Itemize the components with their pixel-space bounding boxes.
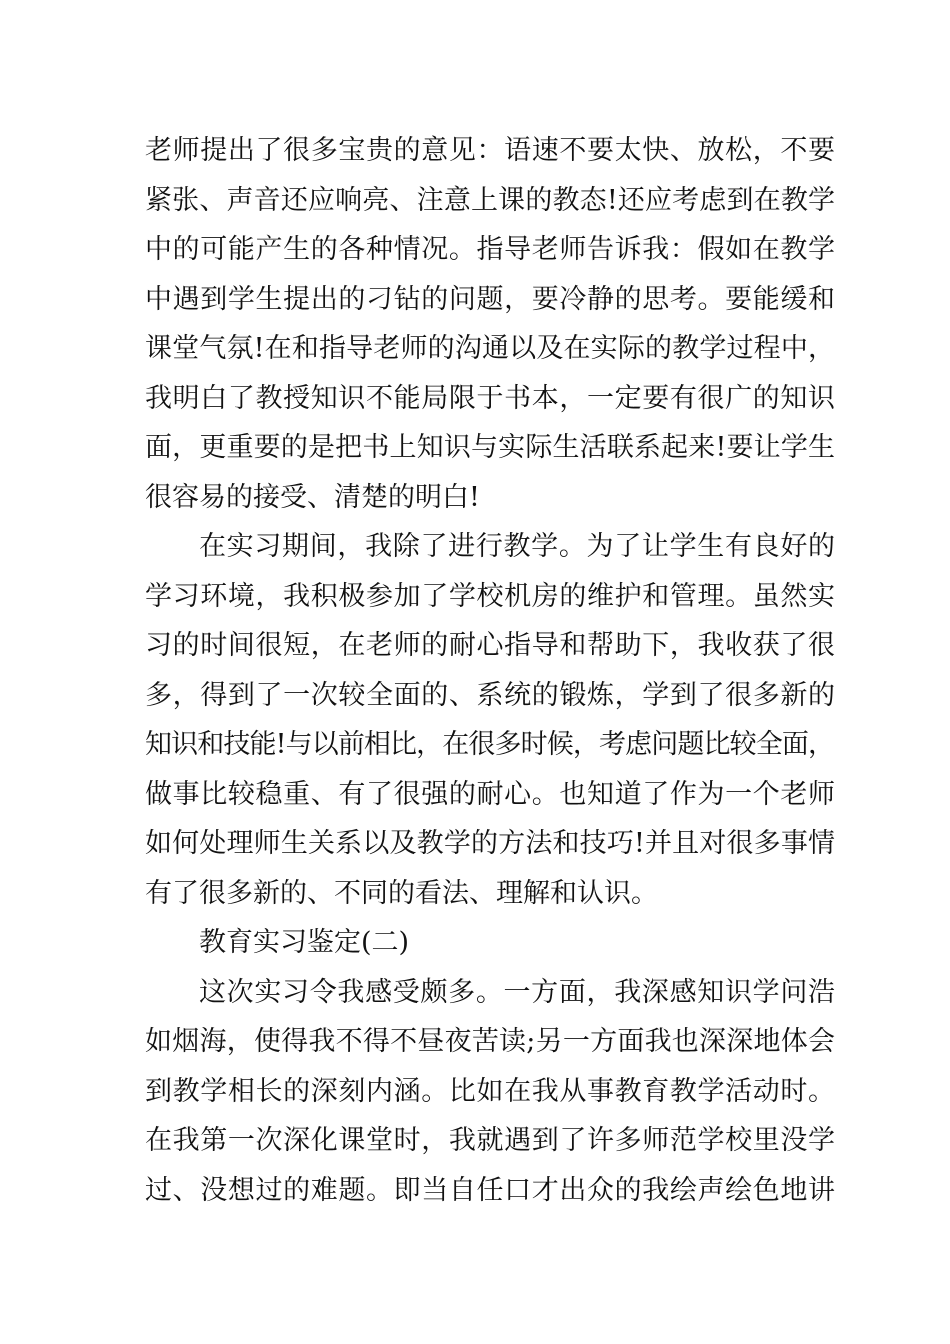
text-line: 如何处理师生关系以及教学的方法和技巧!并且对很多事情 [145,828,836,859]
text-line: 教育实习鉴定(二) [199,927,410,958]
text-line: 知识和技能!与以前相比，在很多时候，考虑问题比较全面， [145,729,835,760]
text-line: 在实习期间，我除了进行教学。为了让学生有良好的 [199,531,836,562]
text-line: 习的时间很短，在老师的耐心指导和帮助下，我收获了很 [145,630,836,661]
text-line: 过、没想过的难题。即当自任口才出众的我绘声绘色地讲 [145,1174,836,1206]
document-body [145,126,835,1215]
text-line: 面，更重要的是把书上知识与实际生活联系起来!要让学生 [145,432,836,463]
text-line: 有了很多新的、不同的看法、理解和认识。 [145,877,658,909]
text-line: 中的可能产生的各种情况。指导老师告诉我：假如在教学 [145,234,836,265]
text-line: 多，得到了一次较全面的、系统的锻炼，学到了很多新的 [145,679,836,711]
text-line: 这次实习令我感受颇多。一方面，我深感知识学问浩 [199,976,836,1008]
text-line: 老师提出了很多宝贵的意见：语速不要太快、放松，不要 [145,135,836,166]
text-line: 如烟海，使得我不得不昼夜苦读;另一方面我也深深地体会 [145,1026,836,1057]
text-line: 到教学相长的深刻内涵。比如在我从事教育教学活动时。 [145,1075,836,1107]
text-line: 很容易的接受、清楚的明白! [145,481,480,513]
text-line: 在我第一次深化课堂时，我就遇到了许多师范学校里没学 [145,1125,836,1156]
text-line: 紧张、声音还应响亮、注意上课的教态!还应考虑到在教学 [145,184,836,216]
text-line: 中遇到学生提出的刁钻的问题，要冷静的思考。要能缓和 [145,283,836,315]
text-line: 课堂气氛!在和指导老师的沟通以及在实际的教学过程中， [145,333,836,364]
text-line: 做事比较稳重、有了很强的耐心。也知道了作为一个老师 [145,778,836,810]
text-line: 我明白了教授知识不能局限于书本，一定要有很广的知识 [145,382,836,414]
text-line: 学习环境，我积极参加了学校机房的维护和管理。虽然实 [145,580,836,612]
